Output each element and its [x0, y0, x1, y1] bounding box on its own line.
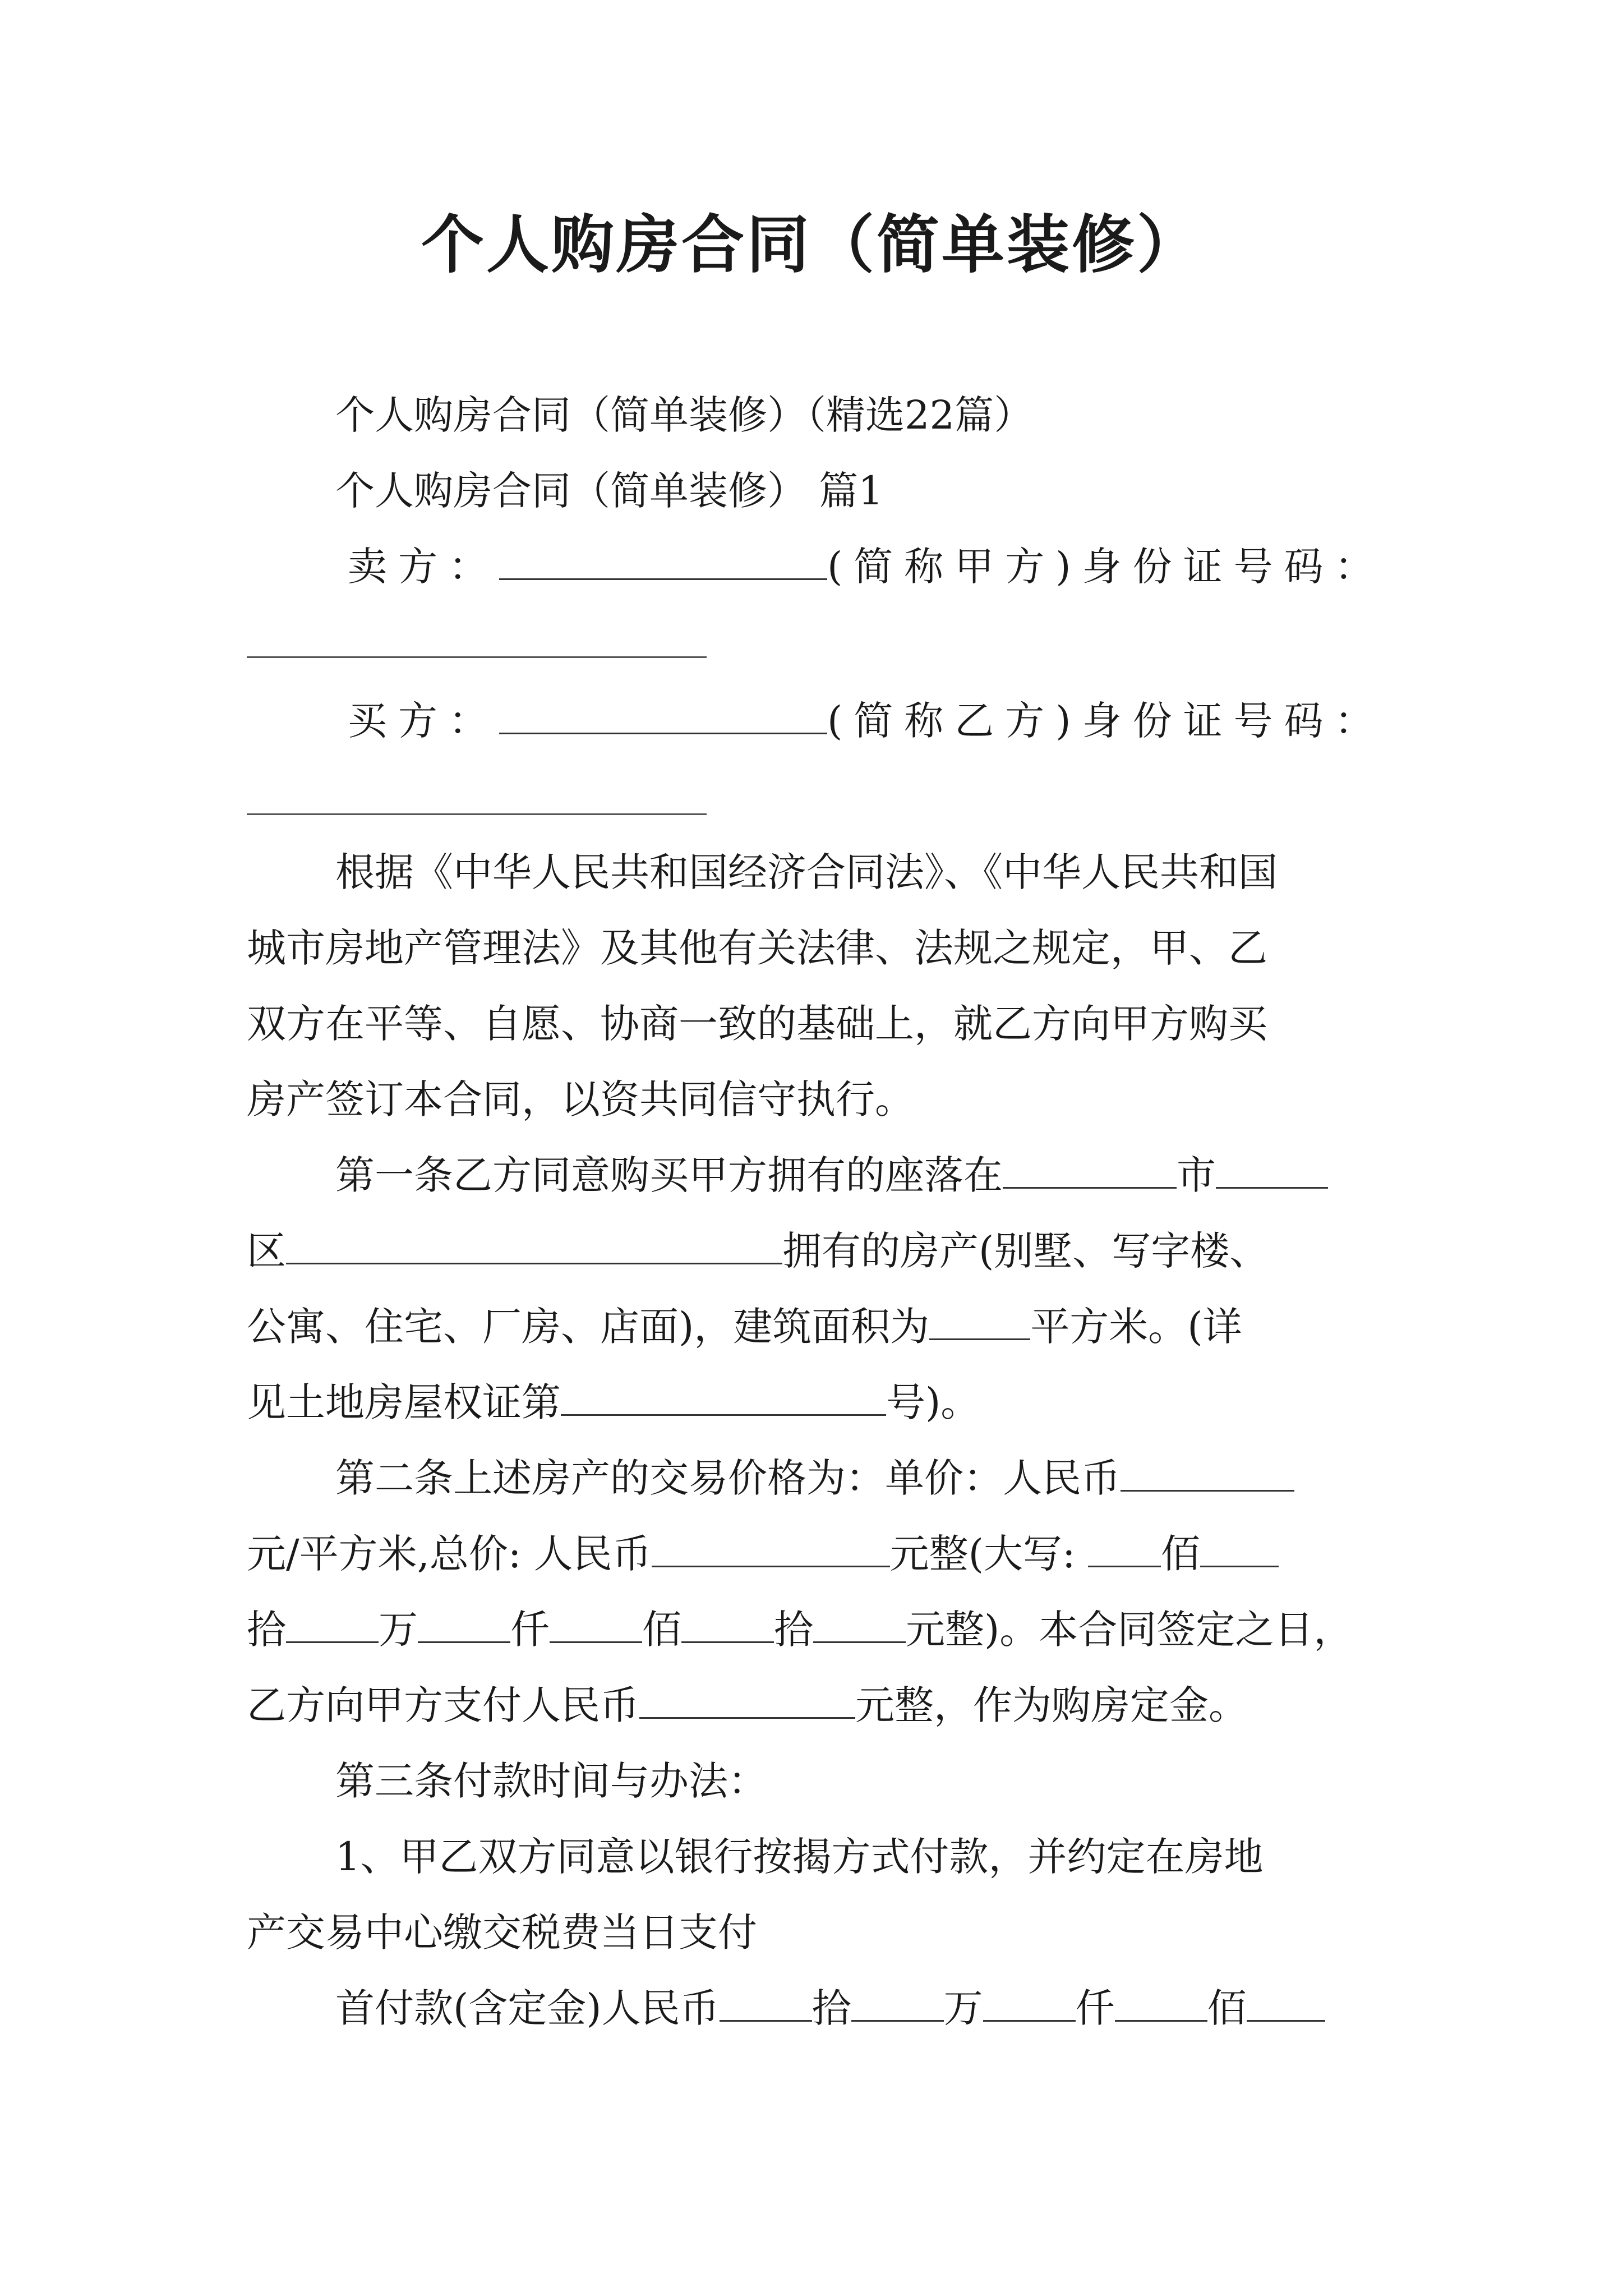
- unit-shi-1: 拾: [247, 1607, 286, 1653]
- document-subtitle: 个人购房合同（简单装修）（精选22篇）: [335, 392, 1034, 438]
- capital-blank-4: [418, 1602, 510, 1643]
- seller-name-blank: [499, 539, 827, 580]
- property-types: 拥有的房产(别墅、写字楼、: [782, 1228, 1269, 1274]
- price-text: 第二条上述房产的交易价格为：单价：人民币: [335, 1455, 1121, 1501]
- dp-blank-5: [1247, 1981, 1325, 2022]
- buyer-abbr: (简称乙方)身份证号码：: [827, 698, 1385, 744]
- capital-text: 元整(大写:: [889, 1531, 1088, 1577]
- article3-clause1-line-2: 产交易中心缴交税费当日支付: [247, 1910, 757, 1955]
- dp-unit-shi: 拾: [811, 1985, 851, 2031]
- unit-price-blank: [1121, 1451, 1294, 1492]
- buyer-id-blank: [247, 813, 707, 815]
- area-unit: 平方米。(详: [1030, 1304, 1242, 1350]
- article1-text: 第一条乙方同意购买甲方拥有的座落在: [335, 1152, 1003, 1198]
- document-title: 个人购房合同（简单装修）: [421, 208, 1202, 282]
- capital-blank-6: [681, 1602, 774, 1643]
- dp-blank-3: [983, 1981, 1076, 2022]
- capital-blank-3: [286, 1602, 379, 1643]
- dp-unit-wan: 万: [943, 1985, 983, 2031]
- deposit-text: 乙方向甲方支付人民币: [247, 1682, 639, 1728]
- chapter-heading: 个人购房合同（简单装修） 篇1: [335, 468, 883, 514]
- article1-line-4: [247, 1374, 980, 1430]
- preamble-line-2: 城市房地产管理法》及其他有关法律、法规之规定，甲、乙: [247, 925, 1267, 971]
- area-blank: [929, 1299, 1030, 1340]
- capital-blank-7: [813, 1602, 906, 1643]
- deposit-suffix: 元整，作为购房定金。: [855, 1682, 1248, 1728]
- article2-line-1: [335, 1450, 1294, 1506]
- total-price-blank: [652, 1526, 890, 1567]
- unit-shi-2: 拾: [774, 1607, 813, 1653]
- yuan-zheng-text: 元整)。本合同签定之日，: [906, 1607, 1353, 1653]
- unit-wan: 万: [379, 1607, 418, 1653]
- article2-line-2: [247, 1526, 1279, 1582]
- dp-blank-4: [1115, 1981, 1207, 2022]
- seller-line: [348, 539, 1385, 595]
- capital-blank-5: [550, 1602, 642, 1643]
- preamble-line-4: 房产签订本合同，以资共同信守执行。: [247, 1076, 914, 1122]
- district-name-blank: [1216, 1148, 1328, 1189]
- unit-bai-2: 佰: [642, 1607, 681, 1653]
- unit-bai-1: 佰: [1160, 1531, 1200, 1577]
- unit-qian: 仟: [510, 1607, 550, 1653]
- deposit-blank: [639, 1678, 855, 1719]
- dp-blank-1: [720, 1981, 812, 2022]
- down-payment-text: 首付款(含定金)人民币: [335, 1985, 720, 2031]
- article3-heading: 第三条付款时间与办法：: [335, 1758, 767, 1804]
- city-blank: [1003, 1148, 1177, 1189]
- capital-blank-1: [1088, 1526, 1161, 1567]
- dp-unit-bai: 佰: [1207, 1985, 1247, 2031]
- preamble-line-3: 双方在平等、自愿、协商一致的基础上，就乙方向甲方购买: [247, 1001, 1267, 1047]
- article1-line-3: [247, 1299, 1242, 1355]
- seller-abbr: (简称甲方)身份证号码：: [827, 544, 1385, 590]
- district-label: 区: [247, 1228, 286, 1274]
- article2-line-4: [247, 1677, 1248, 1733]
- capital-blank-2: [1200, 1526, 1279, 1567]
- area-text: 公寓、住宅、厂房、店面)，建筑面积为: [247, 1304, 930, 1350]
- article2-line-3: [247, 1602, 1353, 1658]
- certificate-suffix: 号)。: [886, 1379, 980, 1425]
- certificate-blank: [561, 1375, 886, 1416]
- dp-unit-qian: 仟: [1075, 1985, 1115, 2031]
- seller-id-blank: [247, 656, 707, 658]
- article1-line-2: [247, 1223, 1269, 1279]
- down-payment-line: [335, 1980, 1325, 2036]
- address-blank: [286, 1223, 782, 1264]
- buyer-name-blank: [499, 693, 827, 734]
- city-label: 市: [1177, 1152, 1216, 1198]
- seller-label: 卖方：: [348, 544, 499, 590]
- article1-line-1: [335, 1147, 1328, 1203]
- buyer-line: [348, 693, 1385, 749]
- total-price-text: 元/平方米,总价: 人民币: [247, 1531, 652, 1577]
- certificate-text: 见土地房屋权证第: [247, 1379, 561, 1425]
- dp-blank-2: [851, 1981, 944, 2022]
- buyer-label: 买方：: [348, 698, 499, 744]
- article3-clause1-line-1: 1、甲乙双方同意以银行按揭方式付款，并约定在房地: [335, 1834, 1264, 1880]
- preamble-line-1: 根据《中华人民共和国经济合同法》、《中华人民共和国: [335, 849, 1278, 895]
